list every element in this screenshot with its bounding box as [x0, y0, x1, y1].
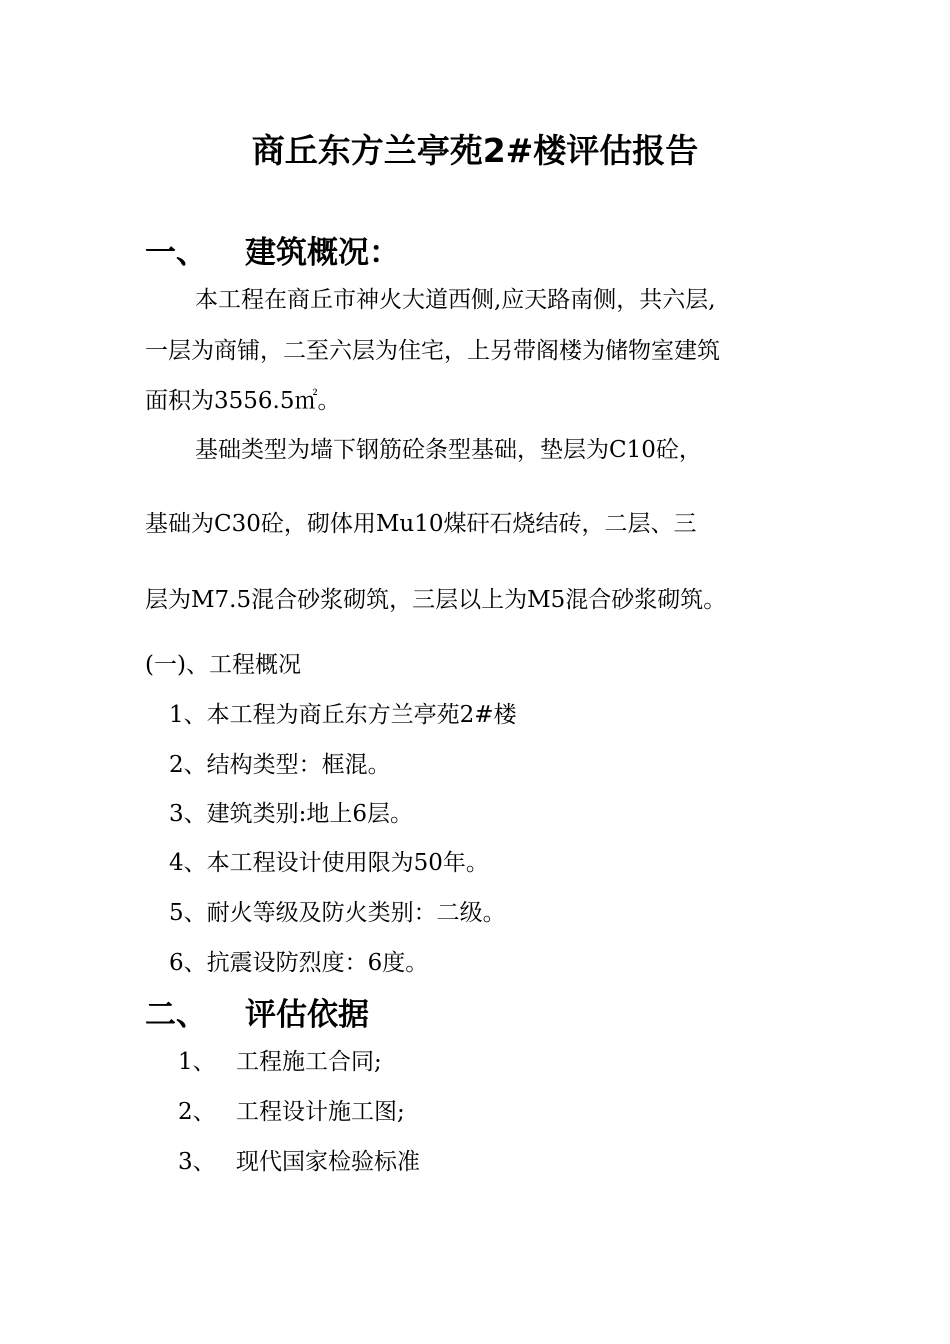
basis-index: 1、 — [178, 1049, 216, 1075]
paragraph-2-line-1: 基础类型为墙下钢筋砼条型基础，垫层为C10砼， — [195, 437, 702, 463]
sub-heading: (一)、工程概况 — [145, 652, 301, 678]
basis-item — [178, 1097, 405, 1127]
list-item: 5、耐火等级及防火类别：二级。 — [169, 900, 506, 926]
list-item: 1、本工程为商丘东方兰亭苑2#楼 — [169, 702, 517, 728]
section-title-1: 建筑概况： — [245, 235, 400, 271]
section-number-1: 一、 — [145, 235, 207, 271]
list-item: 6、抗震设防烈度：6度。 — [169, 950, 429, 976]
list-item: 3、建筑类别:地上6层。 — [169, 801, 414, 827]
section-heading-2 — [145, 995, 369, 1035]
paragraph-2-line-2: 基础为C30砼，砌体用Mu10煤矸石烧结砖，二层、三 — [145, 511, 697, 537]
paragraph-2-line-3: 层为M7.5混合砂浆砌筑，三层以上为M5混合砂浆砌筑。 — [145, 587, 727, 613]
basis-item — [178, 1047, 382, 1077]
basis-index: 3、 — [178, 1149, 216, 1175]
paragraph-1-line-3: 面积为3556.5㎡。 — [145, 388, 341, 414]
page-title: 商丘东方兰亭苑2#楼评估报告 — [251, 131, 699, 170]
section-title-2: 评估依据 — [245, 997, 369, 1033]
paragraph-1-line-2: 一层为商铺，二至六层为住宅，上另带阁楼为储物室建筑 — [145, 338, 720, 364]
section-number-2: 二、 — [145, 997, 207, 1033]
basis-text: 工程设计施工图; — [236, 1099, 405, 1125]
list-item: 2、结构类型：框混。 — [169, 752, 391, 778]
basis-item — [178, 1147, 420, 1177]
paragraph-1-line-1: 本工程在商丘市神火大道西侧,应天路南侧，共六层, — [195, 287, 716, 313]
basis-text: 工程施工合同; — [236, 1049, 382, 1075]
basis-index: 2、 — [178, 1099, 216, 1125]
basis-text: 现代国家检验标准 — [236, 1149, 420, 1175]
section-heading-1 — [145, 233, 400, 273]
list-item: 4、本工程设计使用限为50年。 — [169, 850, 489, 876]
